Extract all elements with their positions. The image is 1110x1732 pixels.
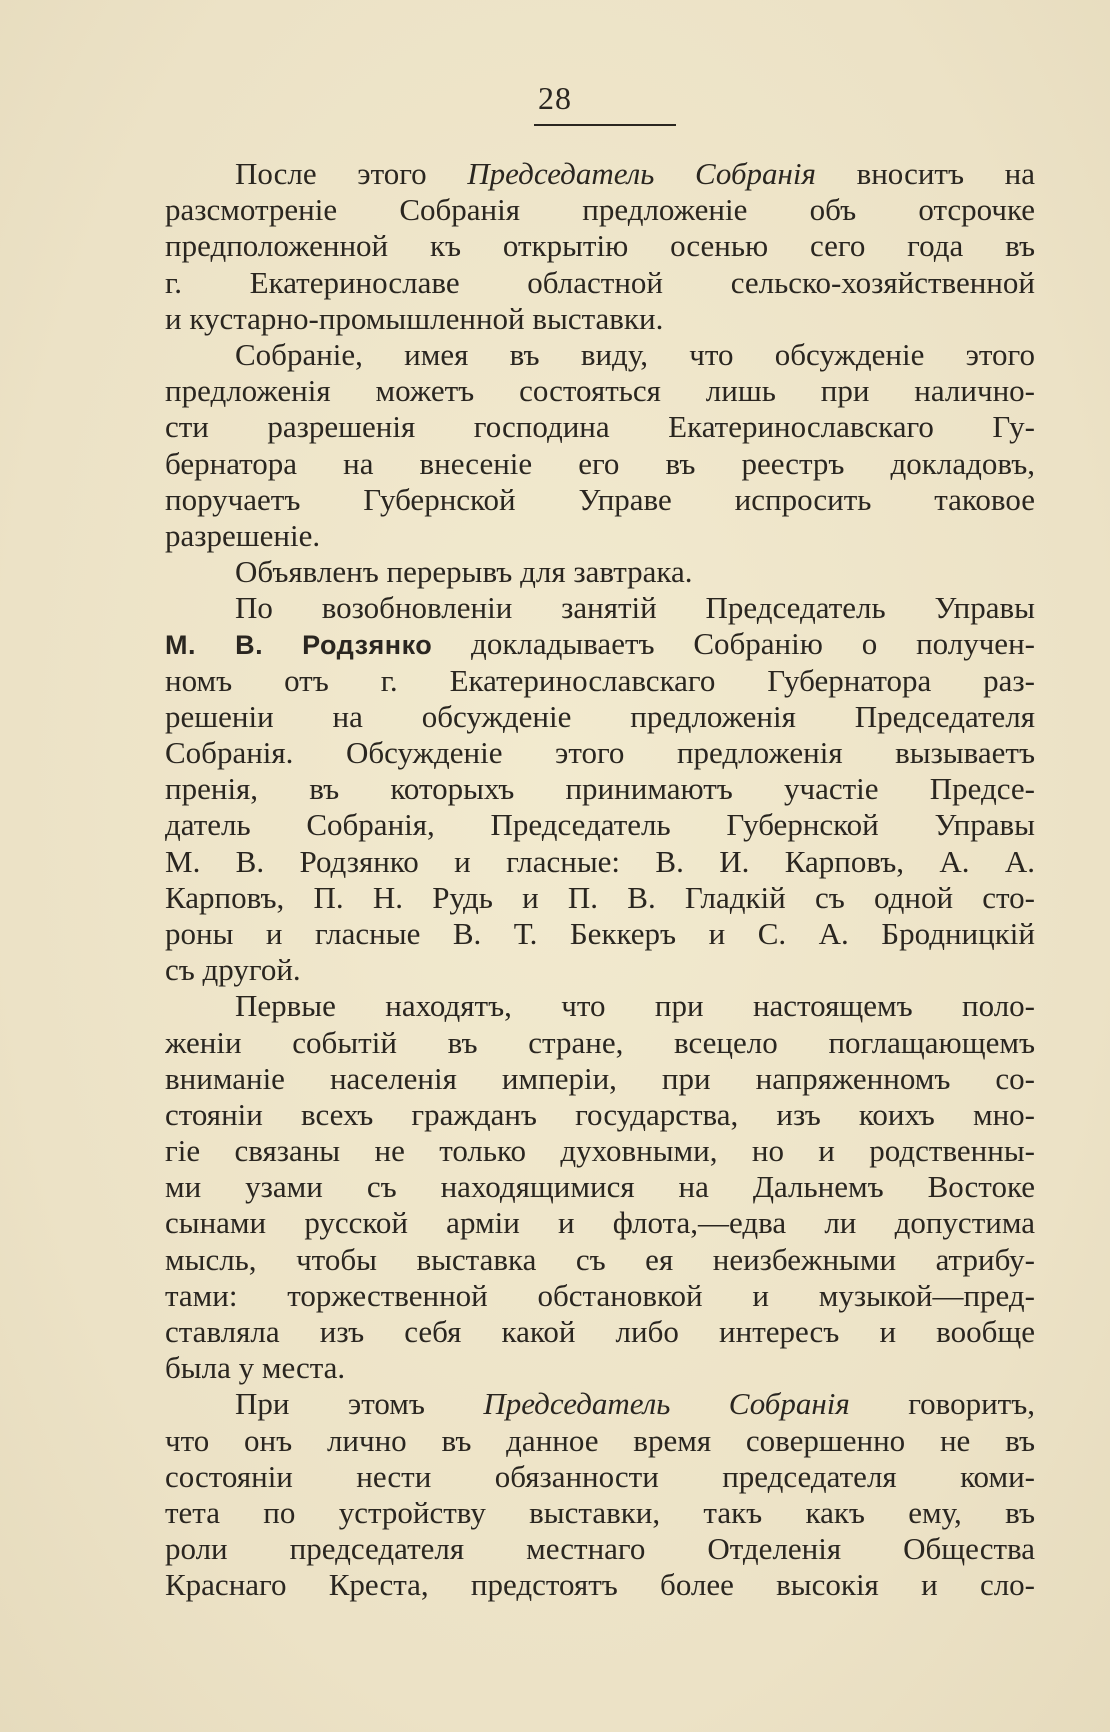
text-segment: вноситъ на (815, 156, 1035, 191)
text-line: г. Екатеринославе областной сельско-хозяйственной (165, 264, 1035, 300)
text-line: Объявленъ перерывъ для завтрака. (235, 554, 693, 590)
text-line: предположенной къ открытію осенью сего года въ (165, 228, 1035, 264)
text-line: решеніи на обсужденіе предложенія Председателя (165, 698, 1035, 734)
text-line: Карповъ, П. Н. Рудь и П. В. Гладкій съ одной сто- (165, 879, 1035, 915)
text-line: съ другой. (165, 952, 301, 988)
text-line: номъ отъ г. Екатеринославскаго Губернатора раз- (165, 662, 1035, 698)
text-segment: говоритъ, (849, 1386, 1035, 1422)
text-line: сынами русской арміи и флота,—едва ли допустима (165, 1205, 1035, 1241)
text-line: Первые находятъ, что при настоящемъ поло- (235, 988, 1035, 1024)
italic-title: Председатель Собранія (467, 156, 816, 191)
text-line (165, 626, 1035, 662)
text-line: роли председателя местнаго Отделенія Общества (165, 1531, 1035, 1567)
text-line: ставляла изъ себя какой либо интересъ и вообще (165, 1314, 1035, 1349)
text-line: Собранія. Обсужденіе этого предложенія вызываетъ (165, 735, 1035, 770)
text-segment: После этого (235, 156, 468, 191)
text-line: вниманіе населенія имперіи, при напряженномъ со- (165, 1060, 1035, 1096)
text-line: что онъ лично въ данное время совершенно не въ (165, 1422, 1035, 1458)
text-segment: При этомъ (235, 1386, 484, 1422)
text-line: ми узами съ находящимися на Дальнемъ Востоке (165, 1169, 1035, 1205)
text-line (165, 156, 1035, 192)
text-line: бернатора на внесеніе его въ реестръ докладовъ, (165, 445, 1035, 481)
italic-title: Председатель Собранія (483, 1386, 850, 1422)
text-line: пренія, въ которыхъ принимаютъ участіе Предсе- (165, 771, 1035, 807)
text-line: тета по устройству выставки, такъ какъ ему, въ (165, 1494, 1035, 1530)
text-line: стояніи всехъ гражданъ государства, изъ коихъ мно- (165, 1096, 1035, 1132)
body-text (165, 156, 1035, 1604)
text-line (165, 1386, 1035, 1422)
text-line: роны и гласные В. Т. Беккеръ и С. А. Бродницкій (165, 915, 1035, 951)
text-segment: докладываетъ Собранію о получен- (432, 626, 1035, 662)
text-line: поручаетъ Губернской Управе испросить таковое (165, 481, 1035, 517)
text-line: состояніи нести обязанности председателя коми- (165, 1458, 1035, 1494)
text-line: разсмотреніе Собранія предложеніе объ отсрочке (165, 192, 1035, 228)
text-line: Краснаго Креста, предстоятъ более высокія и сло- (165, 1567, 1035, 1603)
text-line: женіи событій въ стране, всецело поглащающемъ (165, 1024, 1035, 1060)
text-line: мысль, чтобы выставка съ ея неизбежными атрибу- (165, 1241, 1035, 1277)
text-line: Собраніе, имея въ виду, что обсужденіе этого (235, 336, 1035, 372)
page-number: 28 (538, 80, 572, 116)
text-line: датель Собранія, Председатель Губернской Управы (165, 807, 1035, 843)
person-name-bold: М. В. Родзянко (165, 630, 433, 661)
text-line: сти разрешенія господина Екатеринославскаго Гу- (165, 409, 1035, 445)
text-line: и кустарно-промышленной выставки. (165, 300, 664, 336)
text-line: тами: торжественной обстановкой и музыкой—пред- (165, 1277, 1035, 1313)
text-line: была у места. (165, 1350, 346, 1386)
text-line: М. В. Родзянко и гласные: В. И. Карповъ, А. А. (165, 843, 1035, 879)
header-rule (534, 124, 676, 126)
text-line: предложенія можетъ состояться лишь при налично- (165, 373, 1035, 409)
text-line: разрешеніе. (165, 517, 321, 553)
text-line: По возобновленіи занятій Председатель Управы (235, 590, 1035, 626)
text-line: гіе связаны не только духовными, но и родственны- (165, 1133, 1035, 1169)
